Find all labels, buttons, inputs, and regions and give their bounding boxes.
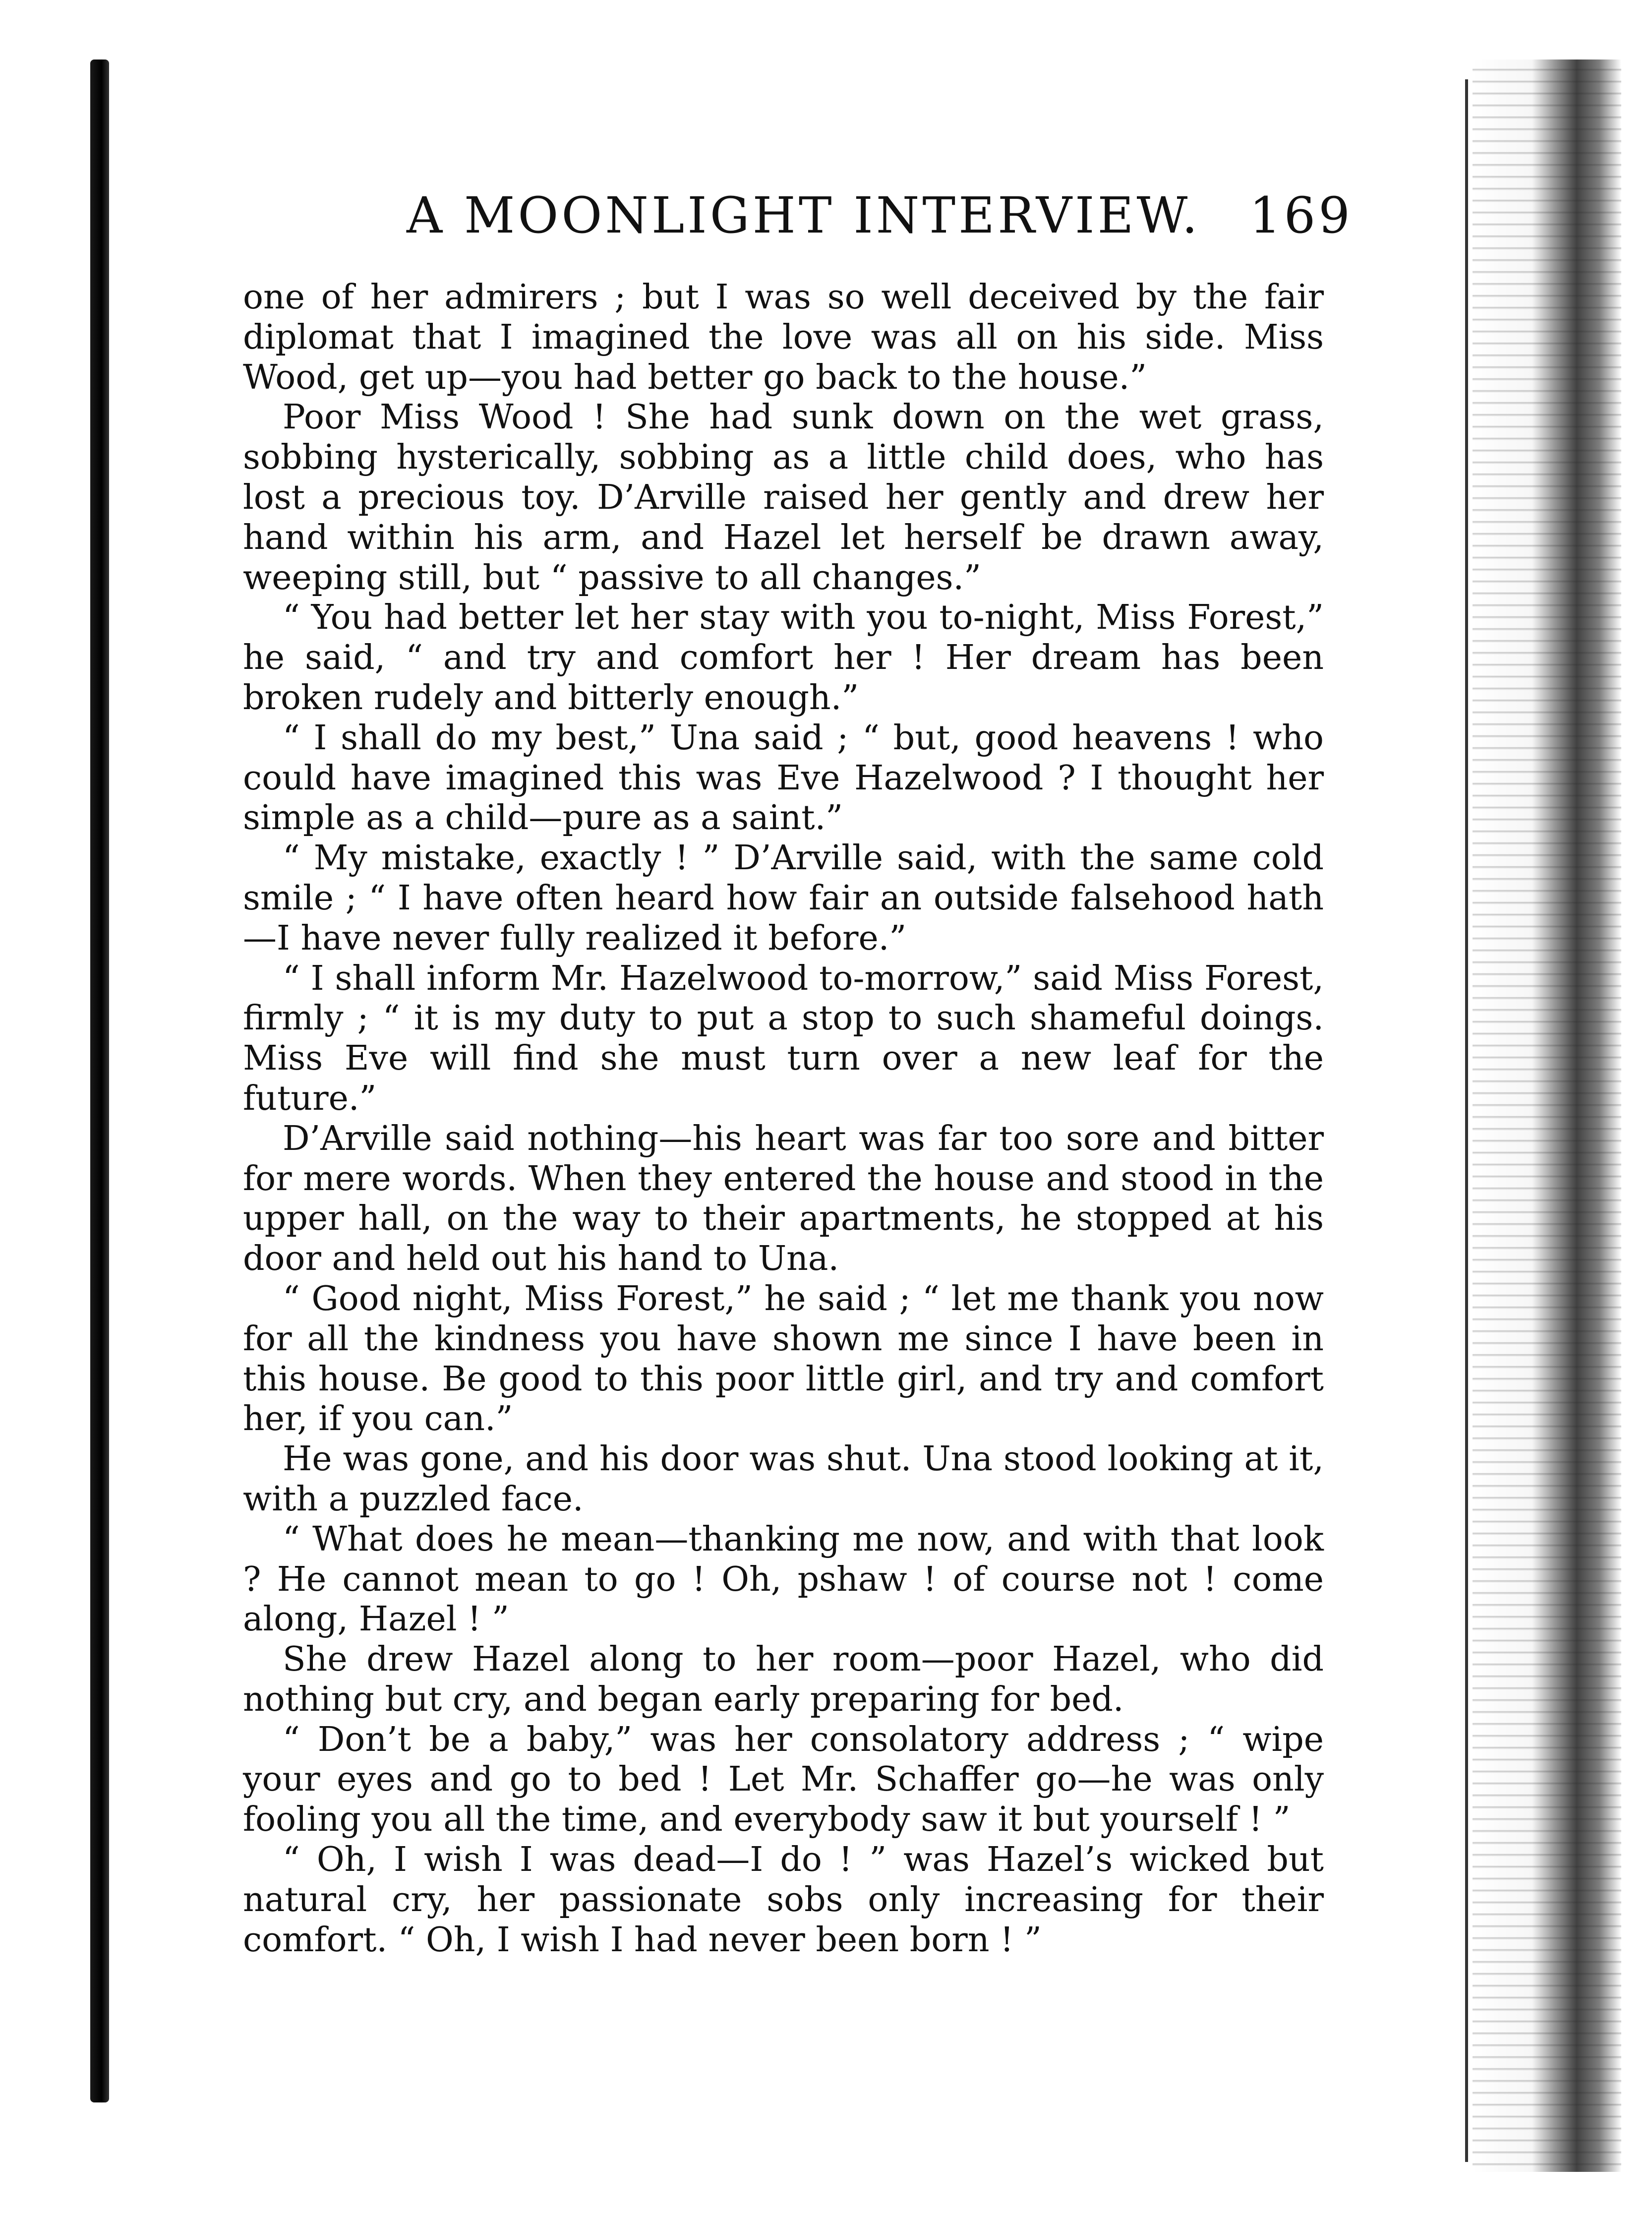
body-text [243,278,1324,1960]
paragraph: “ What does he mean—thanking me now, and with that look ? He cannot mean to go ! Oh, pshaw ! of course not ! come along, Hazel ! ” [243,1519,1324,1639]
page-edge-line [1465,79,1468,2162]
paragraph: D’Arville said nothing—his heart was far too sore and bitter for mere words. When they entered the house and stood in the upper hall, on the way to their apartments, he stopped at his door and held out his hand to Una. [243,1119,1324,1279]
paragraph: “ I shall inform Mr. Hazelwood to-morrow,” said Miss Forest, firmly ; “ it is my duty to put a stop to such shameful doings. Miss Eve will find she must turn over a new leaf for the future.” [243,959,1324,1118]
page-number: 169 [1249,186,1353,244]
binding-edge-shadow [90,60,109,2102]
paragraph: He was gone, and his door was shut. Una stood looking at it, with a puzzled face. [243,1439,1324,1519]
paragraph: “ Oh, I wish I was dead—I do ! ” was Hazel’s wicked but natural cry, her passionate sobs only increasing for their comfort. “ Oh, I wish I had never been born ! ” [243,1840,1324,1960]
running-header [407,179,1353,253]
paragraph: one of her admirers ; but I was so well deceived by the fair diplomat that I imagined the love was all on his side. Miss Wood, get up—you had better go back to the house.” [243,278,1324,397]
paragraph: “ I shall do my best,” Una said ; “ but, good heavens ! who could have imagined this was Eve Hazelwood ? I thought her simple as a child—pure as a saint.” [243,718,1324,838]
paragraph: She drew Hazel along to her room—poor Hazel, who did nothing but cry, and began early preparing for bed. [243,1640,1324,1719]
scanned-margin-texture [1473,60,1621,2172]
paragraph: “ My mistake, exactly ! ” D’Arville said, with the same cold smile ; “ I have often heard how fair an outside falsehood hath—I have never fully realized it before.” [243,839,1324,958]
paragraph: Poor Miss Wood ! She had sunk down on the wet grass, sobbing hysterically, sobbing as a little child does, who has lost a precious toy. D’Arville raised her gently and drew her hand within his arm, and Hazel let herself be drawn away, weeping still, but “ passive to all changes.” [243,398,1324,598]
running-title: A MOONLIGHT INTERVIEW. [407,186,1201,244]
paragraph: “ You had better let her stay with you to-night, Miss Forest,” he said, “ and try and comfort her ! Her dream has been broken rudely and bitterly enough.” [243,598,1324,718]
paragraph: “ Don’t be a baby,” was her consolatory address ; “ wipe your eyes and go to bed ! Let Mr. Schaffer go—he was only fooling you all the time, and everybody saw it but yourself ! ” [243,1720,1324,1840]
paragraph: “ Good night, Miss Forest,” he said ; “ let me thank you now for all the kindness you have shown me since I have been in this house. Be good to this poor little girl, and try and comfort her, if you can.” [243,1279,1324,1439]
